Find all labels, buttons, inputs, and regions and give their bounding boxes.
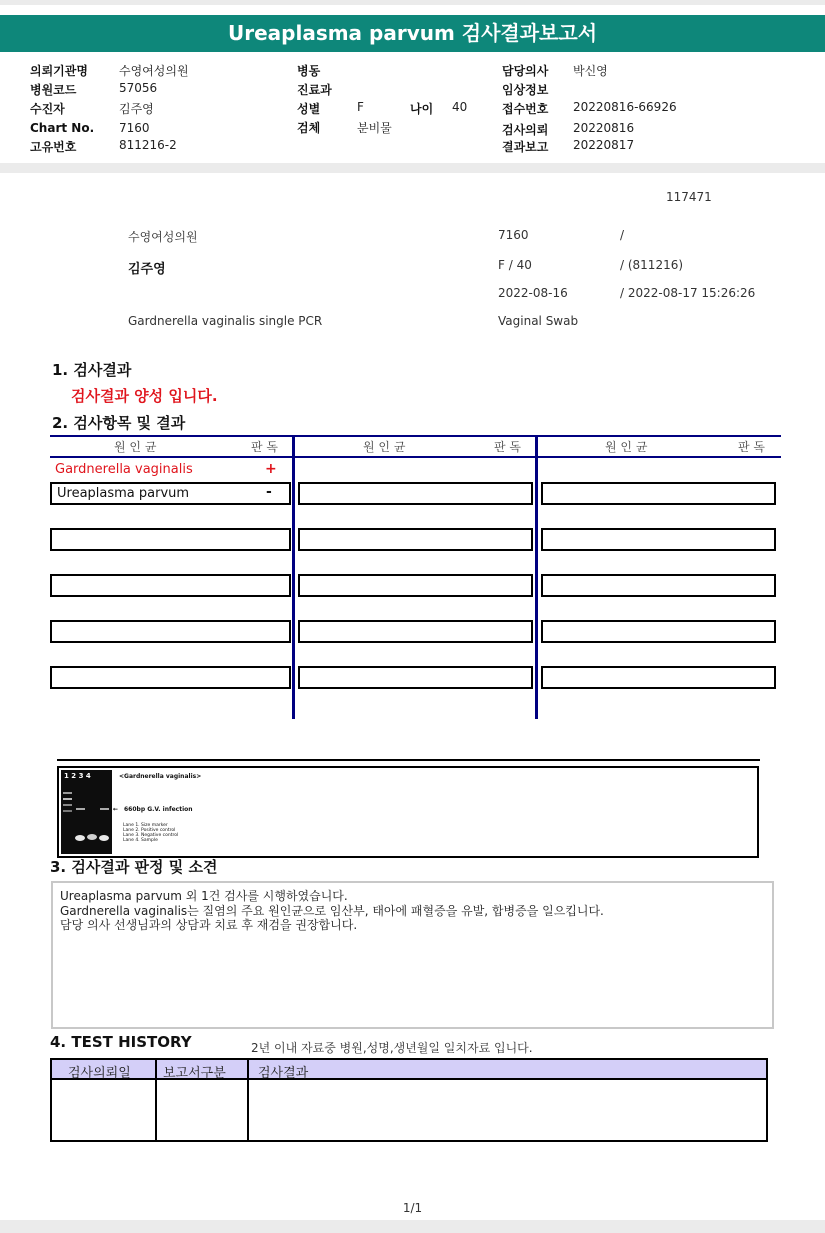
institution-value: 수영여성의원 <box>119 64 189 78</box>
result-cell-empty <box>298 620 533 643</box>
history-col-divider <box>155 1060 157 1140</box>
form-slash: / <box>620 228 625 242</box>
form-birth: / (811216) <box>620 258 684 272</box>
chart-no-value: 7160 <box>119 121 150 135</box>
result-row-value: + <box>265 461 277 477</box>
gel-lane-numbers: 1 2 3 4 <box>64 772 91 780</box>
result-cell-empty <box>298 482 533 505</box>
header-separator <box>0 163 825 173</box>
result-cell-empty <box>298 528 533 551</box>
section4-title: 4. TEST HISTORY <box>50 1033 192 1051</box>
doctor-value: 박신영 <box>573 64 608 78</box>
history-col-result: 검사결과 <box>258 1066 309 1081</box>
result-cell-empty <box>50 620 291 643</box>
result-row-name: Gardnerella vaginalis <box>55 462 193 477</box>
history-table-header <box>52 1060 766 1080</box>
form-patient: 김주영 <box>128 262 166 277</box>
section2-title: 2. 검사항목 및 결과 <box>52 414 186 432</box>
specimen-value: 분비물 <box>357 121 392 135</box>
gel-band-label: 660bp G.V. infection <box>124 806 193 813</box>
result-cell-empty <box>50 574 291 597</box>
positive-result: 검사결과 양성 입니다. <box>71 387 218 405</box>
col-judgement-2: 판 독 <box>494 440 521 454</box>
result-row-value: - <box>266 484 272 500</box>
age-label: 나이 <box>410 102 434 116</box>
page-number: 1/1 <box>402 1201 423 1215</box>
result-cell-empty <box>541 574 776 597</box>
patient-label: 수진자 <box>30 102 65 116</box>
comment-line: Ureaplasma parvum 외 1건 검사를 시행하였습니다. <box>60 889 348 903</box>
request-date-label: 검사의뢰 <box>502 123 549 137</box>
result-cell-empty <box>541 666 776 689</box>
request-date-value: 20220816 <box>573 121 635 135</box>
gel-top-rule <box>57 759 760 761</box>
gel-legend-item: Lane 1. Size marker <box>123 823 168 828</box>
doctor-label: 담당의사 <box>502 64 549 78</box>
unique-no-value: 811216-2 <box>119 138 177 152</box>
col-pathogen-2: 원 인 균 <box>363 440 406 454</box>
form-chart: 7160 <box>498 228 529 242</box>
receipt-no-value: 20220816-66926 <box>573 100 677 114</box>
section3-title: 3. 검사결과 판정 및 소견 <box>50 858 218 876</box>
sex-label: 성별 <box>297 102 321 116</box>
result-cell-empty <box>298 574 533 597</box>
history-note: 2년 이내 자료중 병원,성명,생년월일 일치자료 입니다. <box>251 1041 533 1055</box>
col-judgement-1: 판 독 <box>251 440 278 454</box>
comment-line: Gardnerella vaginalis는 질염의 주요 원인균으로 임산부, 태아에 패혈증을 유발, 합병증을 일으킵니다. <box>60 904 604 918</box>
sex-value: F <box>357 100 364 114</box>
report-date-label: 결과보고 <box>502 140 549 154</box>
form-date-request: 2022-08-16 <box>498 286 568 300</box>
history-col-type: 보고서구분 <box>163 1066 226 1081</box>
gel-legend-item: Lane 3. Negative control <box>123 833 179 838</box>
history-col-date: 검사의뢰일 <box>68 1066 131 1081</box>
col-pathogen-3: 원 인 균 <box>605 440 648 454</box>
col-pathogen-1: 원 인 균 <box>114 440 157 454</box>
result-cell-empty <box>50 528 291 551</box>
form-id: 117471 <box>666 190 712 204</box>
clinical-info-label: 임상정보 <box>502 83 549 97</box>
hospital-code-value: 57056 <box>119 81 158 95</box>
patient-value: 김주영 <box>119 102 154 116</box>
result-cell-empty <box>541 528 776 551</box>
receipt-no-label: 접수번호 <box>502 102 549 116</box>
gel-bands <box>61 770 112 854</box>
result-cell-empty <box>50 666 291 689</box>
result-cell-empty <box>541 620 776 643</box>
form-date-report: / 2022-08-17 15:26:26 <box>620 286 756 300</box>
comment-line: 담당 의사 선생님과의 상담과 치료 후 재검을 권장합니다. <box>60 918 358 932</box>
age-value: 40 <box>452 100 468 114</box>
dept-label: 진료과 <box>297 83 332 97</box>
ward-label: 병동 <box>297 64 321 78</box>
chart-no-label: Chart No. <box>30 121 95 135</box>
hospital-code-label: 병원코드 <box>30 83 77 97</box>
result-cell-empty <box>541 482 776 505</box>
report-page <box>0 5 825 1220</box>
form-institution: 수영여성의원 <box>128 230 198 244</box>
gel-electrophoresis-image <box>61 770 112 854</box>
result-row-name: Ureaplasma parvum <box>57 486 190 501</box>
gel-legend-item: Lane 4. Sample <box>123 838 158 843</box>
specimen-label: 검체 <box>297 121 321 135</box>
table-header-rule <box>50 456 781 458</box>
col-judgement-3: 판 독 <box>738 440 765 454</box>
gel-legend-item: Lane 2. Positive control <box>123 828 176 833</box>
form-test-name: Gardnerella vaginalis single PCR <box>128 314 323 328</box>
form-sex-age: F / 40 <box>498 258 532 272</box>
gel-title: <Gardnerella vaginalis> <box>119 773 202 780</box>
report-title: Ureaplasma parvum 검사결과보고서 <box>0 15 825 52</box>
report-date-value: 20220817 <box>573 138 635 152</box>
gel-band-arrow-icon: ← <box>113 806 119 813</box>
section1-title: 1. 검사결과 <box>52 361 132 379</box>
result-cell-empty <box>298 666 533 689</box>
table-top-rule <box>50 435 781 437</box>
unique-no-label: 고유번호 <box>30 140 77 154</box>
form-specimen: Vaginal Swab <box>498 314 579 328</box>
history-col-divider <box>247 1060 249 1140</box>
table-divider-1 <box>292 435 295 719</box>
table-divider-2 <box>535 435 538 719</box>
history-table <box>50 1058 768 1142</box>
institution-label: 의뢰기관명 <box>30 64 88 78</box>
